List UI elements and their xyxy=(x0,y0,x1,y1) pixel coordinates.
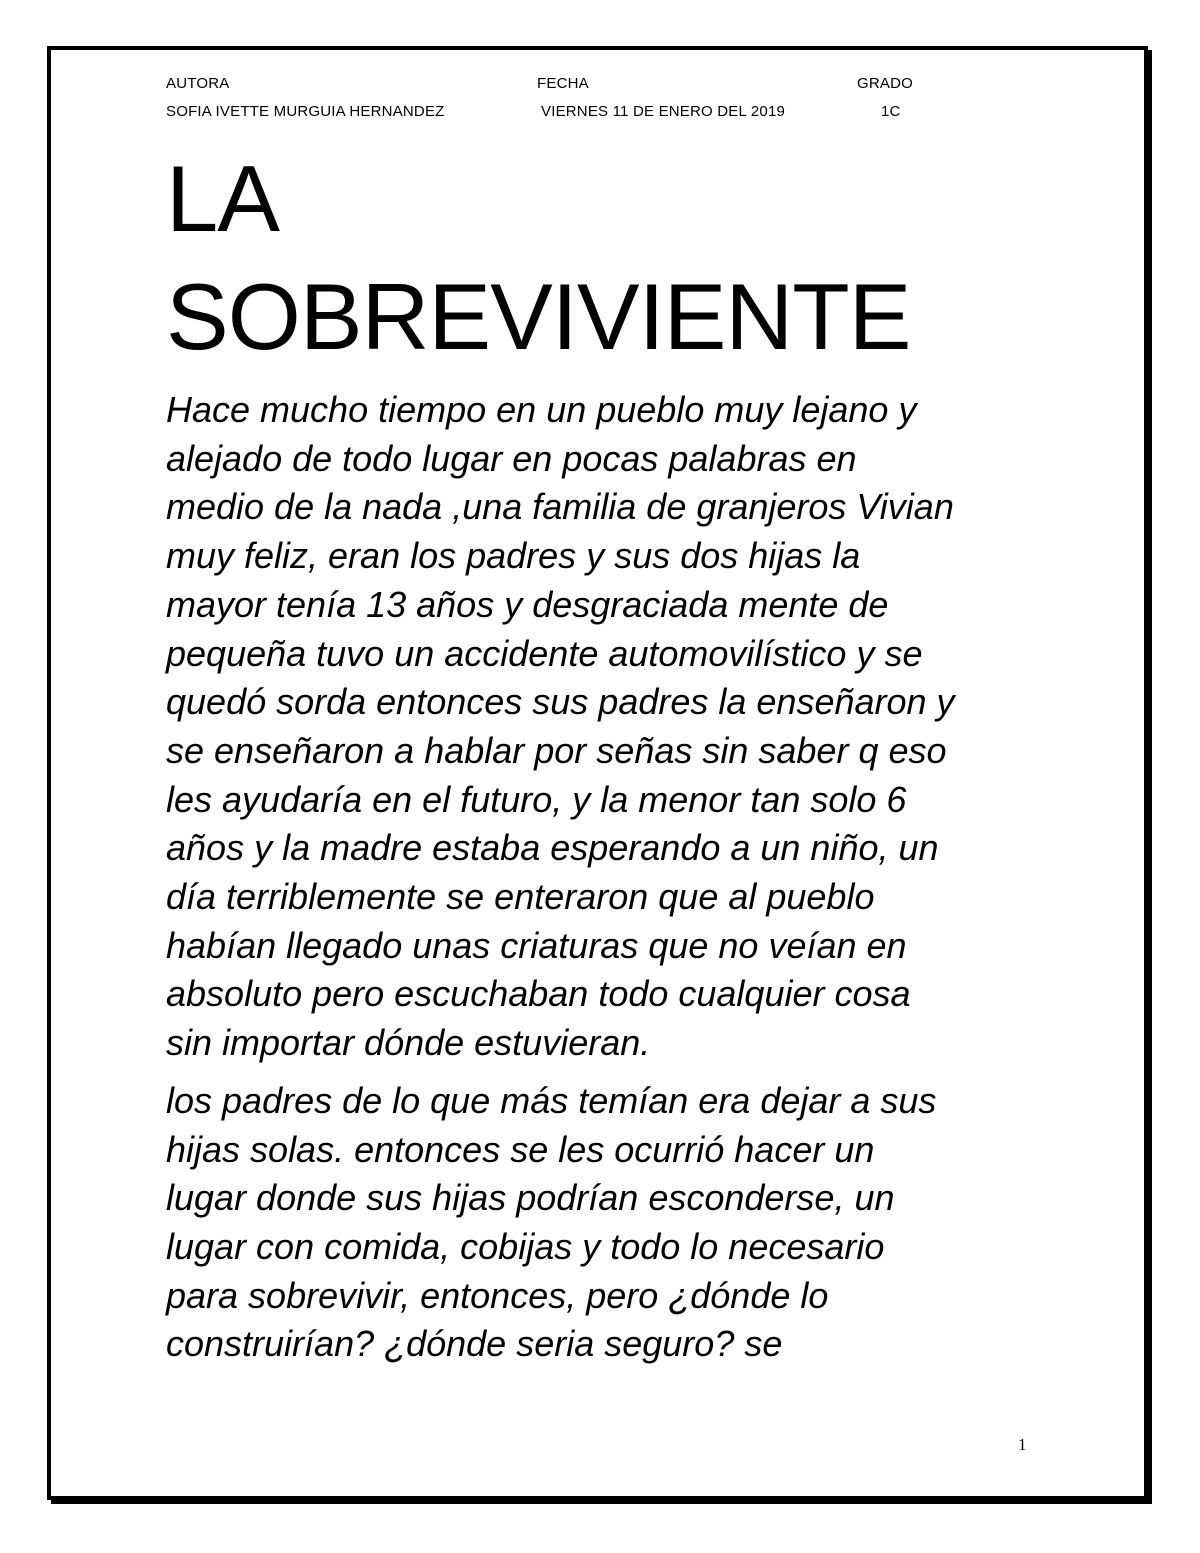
story-line: muy feliz, eran los padres y sus dos hijas la xyxy=(166,535,861,577)
story-paragraph-2 xyxy=(166,1077,1046,1369)
story-line: quedó sorda entonces sus padres la enseñaron y xyxy=(166,681,955,723)
story-line: hijas solas. entonces se les ocurrió hacer un xyxy=(166,1128,875,1170)
title-line: LA xyxy=(166,146,279,251)
grade-label: GRADO xyxy=(857,75,914,92)
story-line: los padres de lo que más temían era dejar a sus xyxy=(166,1079,937,1121)
story-line: años y la madre estaba esperando a un niño, un xyxy=(166,827,939,869)
story-line: para sobrevivir, entonces, pero ¿dónde lo xyxy=(166,1274,829,1316)
author-value: SOFIA IVETTE MURGUIA HERNANDEZ xyxy=(166,103,445,120)
story-line: alejado de todo lugar en pocas palabras en xyxy=(166,437,857,479)
story-line: se enseñaron a hablar por señas sin saber q eso xyxy=(166,729,947,771)
story-line: mayor tenía 13 años y desgraciada mente de xyxy=(166,583,889,625)
story-line: día terriblemente se enteraron que al pueblo xyxy=(166,876,875,918)
story-line: absoluto pero escuchaban todo cualquier cosa xyxy=(166,973,911,1015)
story-line: sin importar dónde estuvieran. xyxy=(166,1022,651,1064)
story-body xyxy=(166,386,1046,1378)
story-line: lugar con comida, cobijas y todo lo necesario xyxy=(166,1225,885,1267)
story-line: medio de la nada ,una familia de granjeros Vivian xyxy=(166,486,954,528)
grade-value: 1C xyxy=(881,103,901,120)
story-line: les ayudaría en el futuro, y la menor tan solo 6 xyxy=(166,778,907,820)
page-number: 1 xyxy=(1018,1435,1027,1454)
story-paragraph-1 xyxy=(166,386,1046,1068)
date-value: VIERNES 11 DE ENERO DEL 2019 xyxy=(541,103,786,120)
story-title xyxy=(166,140,910,376)
story-line: lugar donde sus hijas podrían esconderse, un xyxy=(166,1177,895,1219)
story-line: Hace mucho tiempo en un pueblo muy lejano y xyxy=(166,389,917,430)
story-line: construirían? ¿dónde seria seguro? se xyxy=(166,1323,783,1365)
author-label: AUTORA xyxy=(166,75,230,92)
date-label: FECHA xyxy=(537,75,589,92)
story-line: habían llegado unas criaturas que no veían en xyxy=(166,924,907,966)
title-line: SOBREVIVIENTE xyxy=(166,264,911,369)
story-line: pequeña tuvo un accidente automovilístico y se xyxy=(166,632,923,674)
